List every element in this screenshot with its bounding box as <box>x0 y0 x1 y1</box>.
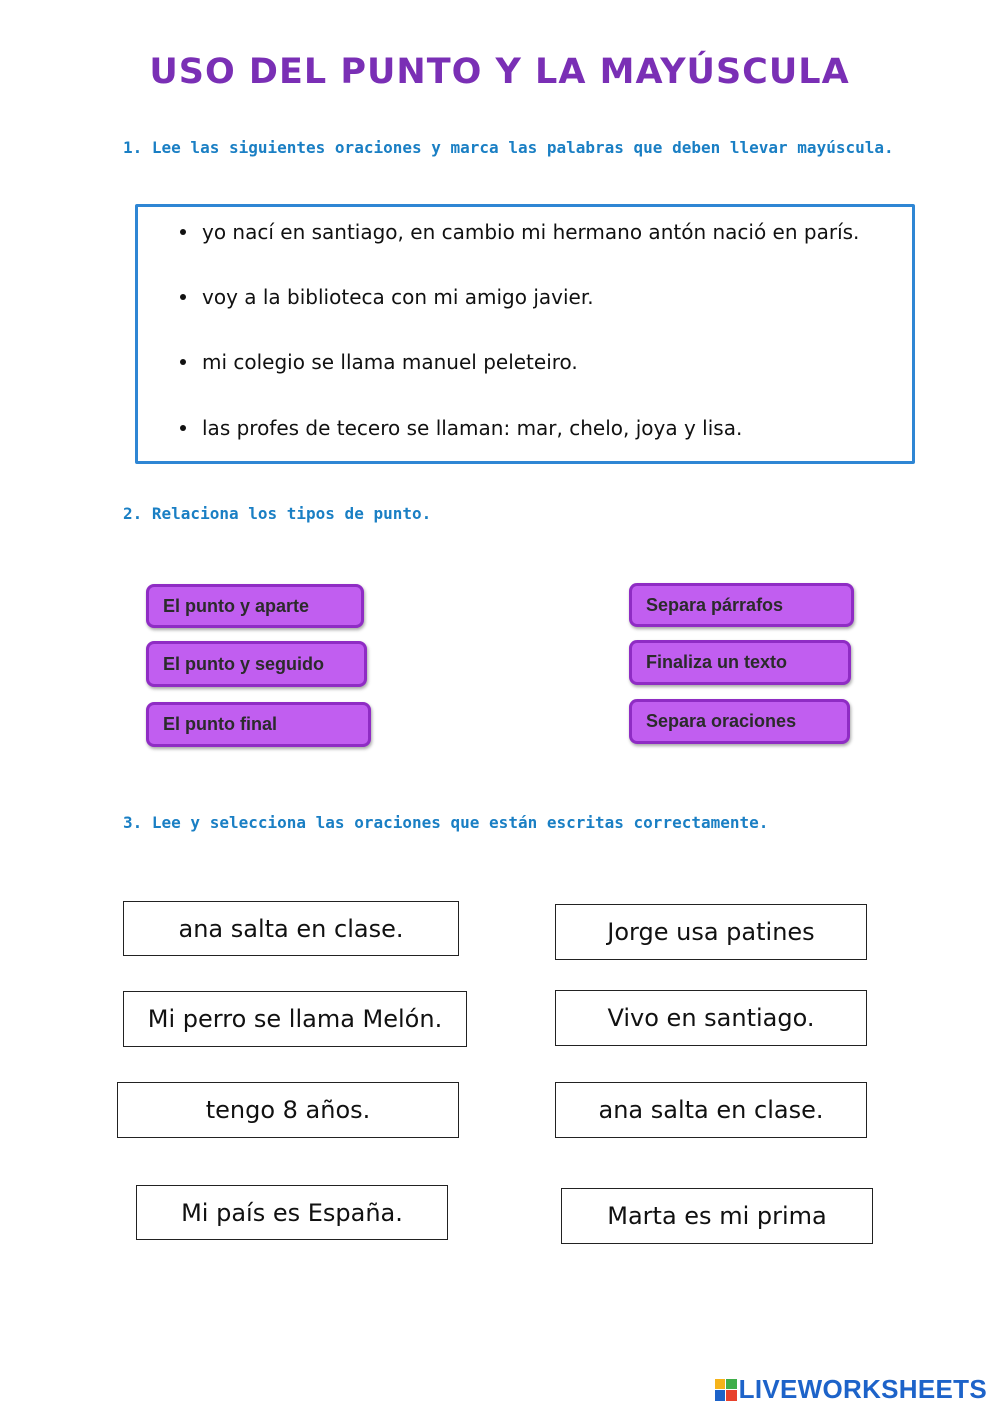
bullet-icon <box>180 359 186 365</box>
sentence-text: yo nací en santiago, en cambio mi hermano antón nació en parís. <box>202 220 860 244</box>
option-left-3[interactable]: tengo 8 años. <box>117 1082 459 1138</box>
match-left-punto-seguido[interactable]: El punto y seguido <box>146 641 367 687</box>
sentence-text: las profes de tecero se llaman: mar, chelo, joya y lisa. <box>202 416 743 440</box>
option-right-3[interactable]: ana salta en clase. <box>555 1082 867 1138</box>
sentence-text: voy a la biblioteca con mi amigo javier. <box>202 285 594 309</box>
page-title: USO DEL PUNTO Y LA MAYÚSCULA <box>149 52 850 92</box>
instruction-2: 2. Relaciona los tipos de punto. <box>123 504 432 523</box>
instruction-3: 3. Lee y selecciona las oraciones que están escritas correctamente. <box>123 813 769 832</box>
match-right-separa-oraciones[interactable]: Separa oraciones <box>629 699 850 744</box>
liveworksheets-logo-icon <box>715 1379 737 1401</box>
bullet-icon <box>180 294 186 300</box>
option-left-4[interactable]: Mi país es España. <box>136 1185 448 1240</box>
sentence-item[interactable] <box>180 285 594 309</box>
match-right-separa-parrafos[interactable]: Separa párrafos <box>629 583 854 627</box>
match-left-punto-final[interactable]: El punto final <box>146 702 371 747</box>
logo-text: LIVEWORKSHEETS <box>738 1374 987 1404</box>
option-left-2[interactable]: Mi perro se llama Melón. <box>123 991 467 1047</box>
sentence-item[interactable] <box>180 416 742 440</box>
option-right-1[interactable]: Jorge usa patines <box>555 904 867 960</box>
liveworksheets-logo[interactable] <box>715 1374 987 1405</box>
bullet-icon <box>180 425 186 431</box>
sentence-item[interactable] <box>180 220 859 244</box>
match-left-punto-aparte[interactable]: El punto y aparte <box>146 584 364 628</box>
option-left-1[interactable]: ana salta en clase. <box>123 901 459 956</box>
instruction-1: 1. Lee las siguientes oraciones y marca las palabras que deben llevar mayúscula. <box>123 138 894 157</box>
sentence-item[interactable] <box>180 350 578 374</box>
bullet-icon <box>180 229 186 235</box>
match-right-finaliza-texto[interactable]: Finaliza un texto <box>629 640 851 685</box>
option-right-2[interactable]: Vivo en santiago. <box>555 990 867 1046</box>
option-right-4[interactable]: Marta es mi prima <box>561 1188 873 1244</box>
sentence-text: mi colegio se llama manuel peleteiro. <box>202 350 578 374</box>
